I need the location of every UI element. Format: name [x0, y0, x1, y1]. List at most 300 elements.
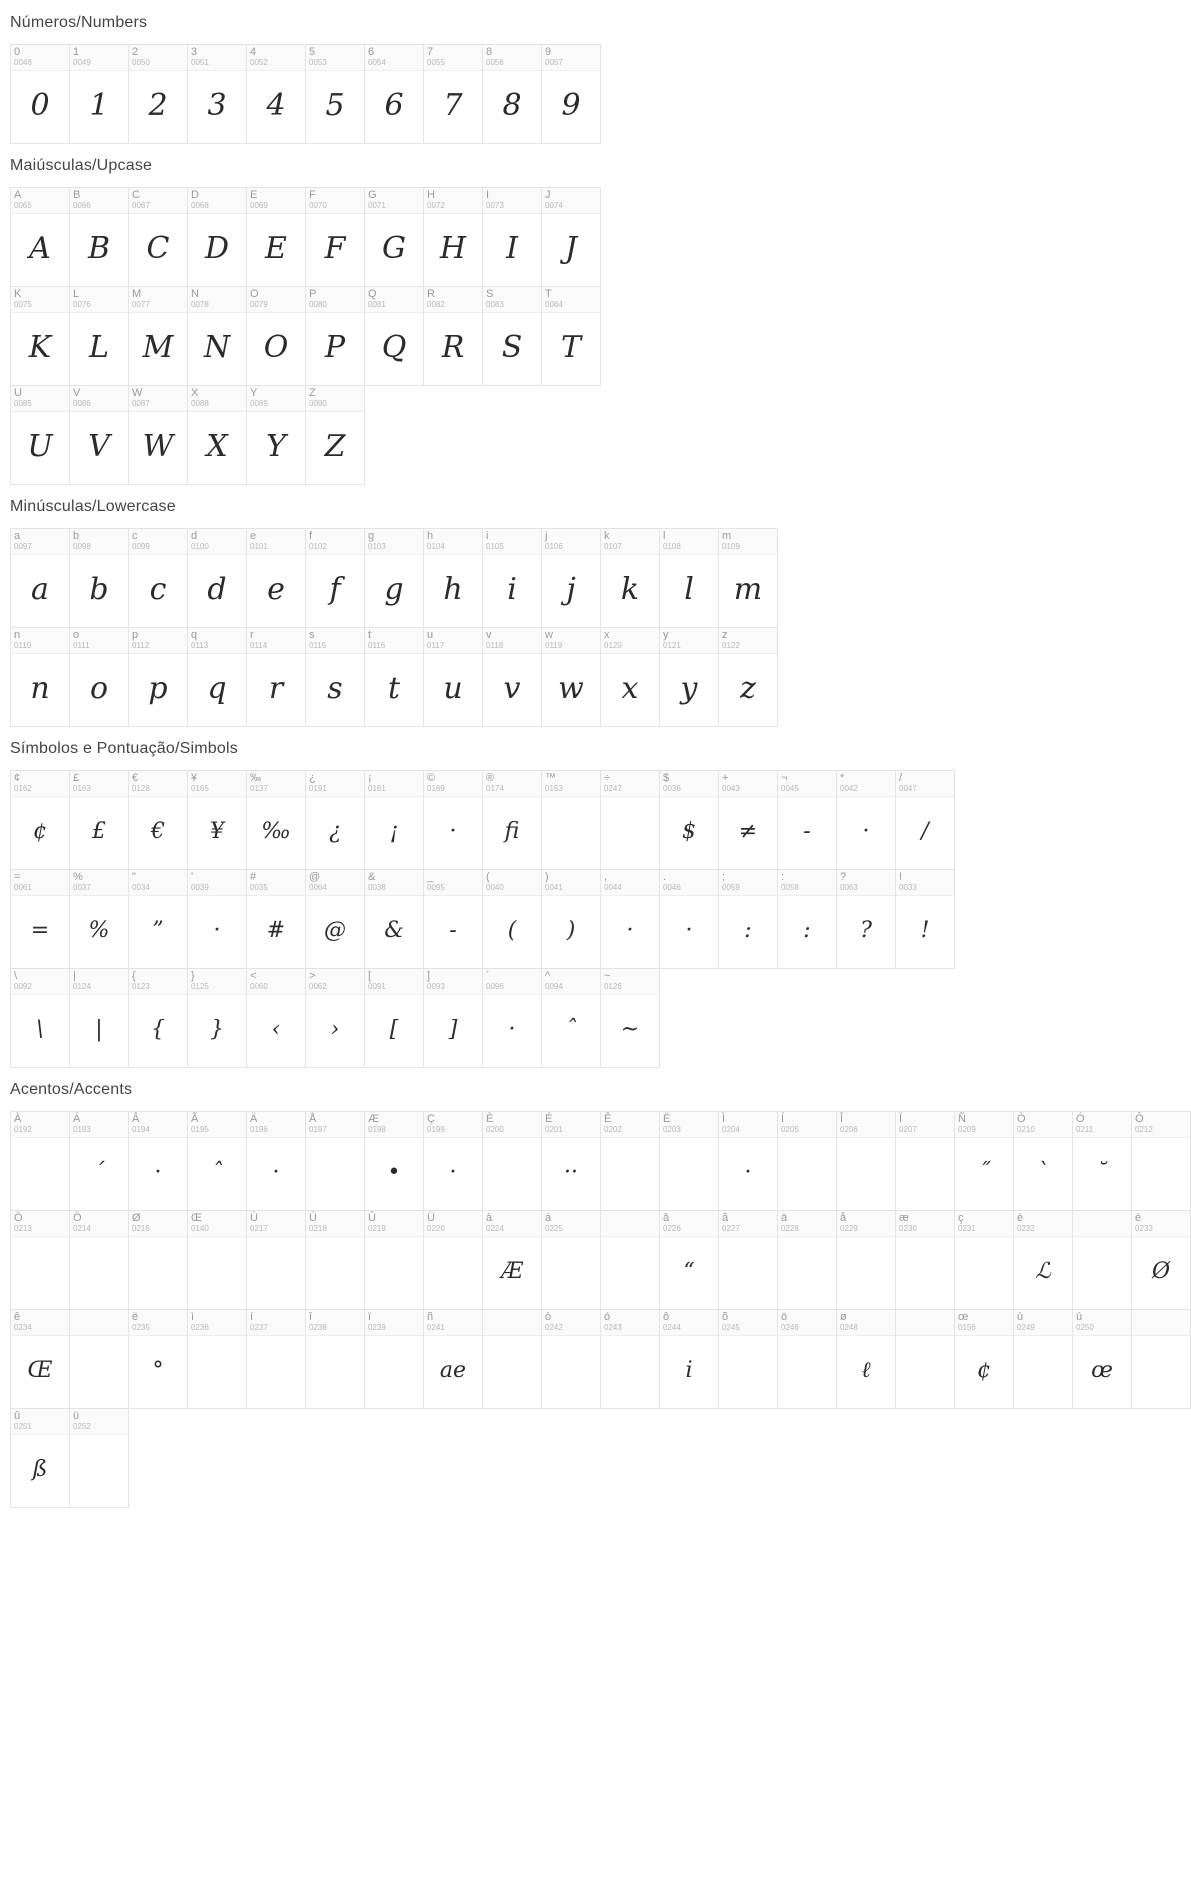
- glyph-cell[interactable]: [246, 627, 306, 727]
- glyph-cell[interactable]: [836, 770, 896, 870]
- glyph-cell[interactable]: [482, 1210, 542, 1310]
- glyph-cell[interactable]: [541, 770, 601, 870]
- glyph-preview: r: [268, 670, 284, 706]
- glyph-cell[interactable]: [482, 1111, 542, 1211]
- glyph-preview: ≠: [738, 818, 758, 844]
- glyph-code-label: 0197: [309, 1125, 327, 1134]
- glyph-preview: \: [36, 1016, 44, 1042]
- glyph-cell[interactable]: [423, 528, 483, 628]
- glyph-cell[interactable]: [600, 528, 660, 628]
- glyph-code-label: 0038: [368, 883, 386, 892]
- glyph-code-label: 0224: [486, 1224, 504, 1233]
- glyph-cell[interactable]: [423, 286, 483, 386]
- glyph-preview: [70, 1435, 128, 1508]
- glyph-meta: [542, 1310, 600, 1336]
- glyph-cell[interactable]: [659, 869, 719, 969]
- glyph-meta: [306, 771, 364, 797]
- glyph-preview: l: [684, 571, 694, 607]
- glyph-cell[interactable]: [10, 770, 70, 870]
- glyph-meta: [1132, 1310, 1190, 1336]
- glyph-cell[interactable]: [364, 770, 424, 870]
- glyph-cell[interactable]: [246, 385, 306, 485]
- glyph-cell[interactable]: [600, 627, 660, 727]
- glyph-cell[interactable]: [187, 869, 247, 969]
- glyph-cell[interactable]: [69, 968, 129, 1068]
- glyph-meta: [542, 287, 600, 313]
- glyph-cell[interactable]: [246, 528, 306, 628]
- glyph-meta: [70, 529, 128, 555]
- glyph-cell[interactable]: [423, 1111, 483, 1211]
- glyph-cell[interactable]: [187, 770, 247, 870]
- glyph-cell[interactable]: [128, 187, 188, 287]
- glyph-preview: n: [30, 670, 50, 706]
- glyph-cell[interactable]: [10, 187, 70, 287]
- glyph-cell[interactable]: [364, 1309, 424, 1409]
- glyph-char-label: P: [309, 288, 317, 300]
- glyph-row: [10, 1111, 1190, 1210]
- glyph-cell[interactable]: [10, 286, 70, 386]
- glyph-cell[interactable]: [541, 187, 601, 287]
- glyph-preview: -: [449, 917, 457, 943]
- glyph-char-label: Ñ: [958, 1113, 966, 1125]
- glyph-char-label: /: [899, 772, 903, 784]
- glyph-char-label: n: [14, 629, 21, 641]
- glyph-cell[interactable]: [69, 385, 129, 485]
- glyph-cell[interactable]: [364, 528, 424, 628]
- glyph-cell[interactable]: [69, 286, 129, 386]
- glyph-preview: p: [148, 670, 168, 706]
- glyph-cell[interactable]: [364, 187, 424, 287]
- glyph-cell[interactable]: [777, 1111, 837, 1211]
- glyph-cell[interactable]: [305, 528, 365, 628]
- glyph-cell[interactable]: [10, 528, 70, 628]
- glyph-preview: ·: [862, 818, 870, 844]
- glyph-preview: =: [30, 917, 50, 943]
- glyph-preview: :: [803, 917, 811, 943]
- glyph-cell[interactable]: [895, 1309, 955, 1409]
- glyph-char-label: €: [132, 772, 139, 784]
- glyph-cell[interactable]: [718, 770, 778, 870]
- glyph-preview: &: [384, 917, 404, 943]
- glyph-cell[interactable]: [364, 1111, 424, 1211]
- glyph-char-label: ó: [604, 1311, 611, 1323]
- glyph-cell[interactable]: [305, 1210, 365, 1310]
- glyph-cell[interactable]: [718, 1111, 778, 1211]
- glyph-cell[interactable]: [954, 1111, 1014, 1211]
- glyph-cell[interactable]: [659, 770, 719, 870]
- glyph-char-label: |: [73, 970, 76, 982]
- glyph-row: [10, 1408, 128, 1507]
- glyph-meta: [70, 870, 128, 896]
- glyph-cell[interactable]: [836, 1111, 896, 1211]
- glyph-code-label: 0049: [73, 58, 91, 67]
- glyph-cell[interactable]: [69, 770, 129, 870]
- glyph-cell[interactable]: [895, 1210, 955, 1310]
- glyph-meta: [837, 1310, 895, 1336]
- glyph-cell[interactable]: [895, 1111, 955, 1211]
- glyph-cell[interactable]: [69, 528, 129, 628]
- glyph-cell[interactable]: [187, 528, 247, 628]
- glyph-cell[interactable]: [482, 869, 542, 969]
- glyph-cell[interactable]: [600, 968, 660, 1068]
- glyph-meta: [11, 1310, 69, 1336]
- glyph-code-label: 0140: [191, 1224, 209, 1233]
- glyph-cell[interactable]: [10, 1210, 70, 1310]
- glyph-cell[interactable]: [1072, 1210, 1132, 1310]
- glyph-cell[interactable]: [541, 1210, 601, 1310]
- glyph-cell[interactable]: [1013, 1309, 1073, 1409]
- glyph-code-label: 0216: [132, 1224, 150, 1233]
- glyph-char-label: X: [191, 387, 199, 399]
- glyph-preview: [601, 1336, 659, 1409]
- glyph-cell[interactable]: [246, 1210, 306, 1310]
- glyph-cell[interactable]: [10, 968, 70, 1068]
- glyph-cell[interactable]: [541, 286, 601, 386]
- glyph-code-label: 0041: [545, 883, 563, 892]
- glyph-cell[interactable]: [423, 44, 483, 144]
- glyph-code-label: 0073: [486, 201, 504, 210]
- glyph-preview: P: [324, 329, 346, 365]
- glyph-cell[interactable]: [10, 869, 70, 969]
- glyph-cell[interactable]: [69, 869, 129, 969]
- glyph-char-label: Á: [73, 1113, 81, 1125]
- glyph-code-label: 0087: [132, 399, 150, 408]
- glyph-cell[interactable]: [69, 1408, 129, 1508]
- glyph-char-label: Ó: [1076, 1113, 1085, 1125]
- glyph-cell[interactable]: [187, 1309, 247, 1409]
- glyph-meta: [70, 1409, 128, 1435]
- glyph-cell[interactable]: [600, 1111, 660, 1211]
- glyph-preview: @: [324, 917, 346, 943]
- glyph-cell[interactable]: [423, 627, 483, 727]
- glyph-preview: [719, 1336, 777, 1409]
- glyph-char-label: 1: [73, 46, 80, 58]
- glyph-code-label: 0213: [14, 1224, 32, 1233]
- glyph-meta: [424, 771, 482, 797]
- glyph-cell[interactable]: [305, 1309, 365, 1409]
- glyph-cell[interactable]: [128, 385, 188, 485]
- glyph-cell[interactable]: [305, 385, 365, 485]
- glyph-cell[interactable]: [128, 44, 188, 144]
- glyph-cell[interactable]: [836, 1210, 896, 1310]
- glyph-cell[interactable]: [777, 1210, 837, 1310]
- glyph-cell[interactable]: [423, 869, 483, 969]
- glyph-code-label: 0227: [722, 1224, 740, 1233]
- glyph-code-label: 0069: [250, 201, 268, 210]
- glyph-meta: [424, 1112, 482, 1138]
- glyph-cell[interactable]: [364, 869, 424, 969]
- glyph-code-label: 0191: [309, 784, 327, 793]
- glyph-cell[interactable]: [246, 869, 306, 969]
- glyph-code-label: 0095: [427, 883, 445, 892]
- glyph-cell[interactable]: [128, 1309, 188, 1409]
- glyph-meta: [188, 529, 246, 555]
- glyph-cell[interactable]: [364, 968, 424, 1068]
- glyph-preview: [11, 1237, 69, 1310]
- glyph-cell[interactable]: [482, 528, 542, 628]
- glyph-cell[interactable]: [69, 187, 129, 287]
- glyph-preview: c: [149, 571, 167, 607]
- glyph-code-label: 0169: [427, 784, 445, 793]
- glyph-cell[interactable]: [482, 286, 542, 386]
- glyph-meta: [719, 628, 777, 654]
- glyph-char-label: #: [250, 871, 257, 883]
- glyph-cell[interactable]: [305, 869, 365, 969]
- glyph-meta: [542, 1211, 600, 1237]
- glyph-cell[interactable]: [10, 1408, 70, 1508]
- glyph-cell[interactable]: [541, 968, 601, 1068]
- glyph-meta: [247, 628, 305, 654]
- glyph-cell[interactable]: [246, 187, 306, 287]
- glyph-cell[interactable]: [305, 187, 365, 287]
- glyph-meta: [247, 1211, 305, 1237]
- glyph-cell[interactable]: [305, 968, 365, 1068]
- glyph-code-label: 0112: [132, 641, 150, 650]
- glyph-cell[interactable]: [659, 627, 719, 727]
- glyph-char-label: ø: [840, 1311, 847, 1323]
- glyph-preview: L: [89, 329, 109, 365]
- glyph-cell[interactable]: [305, 770, 365, 870]
- glyph-cell[interactable]: [482, 627, 542, 727]
- glyph-cell[interactable]: [1131, 1210, 1191, 1310]
- glyph-preview: ß: [32, 1456, 48, 1482]
- glyph-cell[interactable]: [305, 286, 365, 386]
- glyph-cell[interactable]: [541, 44, 601, 144]
- glyph-cell[interactable]: [1131, 1111, 1191, 1211]
- glyph-cell[interactable]: [305, 627, 365, 727]
- glyph-preview: [129, 1237, 187, 1310]
- glyph-char-label: Ö: [73, 1212, 82, 1224]
- glyph-cell[interactable]: [600, 1210, 660, 1310]
- glyph-cell[interactable]: [128, 627, 188, 727]
- glyph-cell[interactable]: [1072, 1309, 1132, 1409]
- glyph-char-label: ¥: [191, 772, 198, 784]
- glyph-cell[interactable]: [128, 528, 188, 628]
- glyph-cell[interactable]: [482, 770, 542, 870]
- glyph-cell[interactable]: [364, 627, 424, 727]
- glyph-cell[interactable]: [954, 1210, 1014, 1310]
- glyph-cell[interactable]: [69, 1210, 129, 1310]
- glyph-cell[interactable]: [777, 770, 837, 870]
- glyph-cell[interactable]: [423, 968, 483, 1068]
- glyph-meta: [542, 529, 600, 555]
- glyph-meta: [129, 386, 187, 412]
- glyph-char-label: 2: [132, 46, 139, 58]
- glyph-cell[interactable]: [423, 187, 483, 287]
- glyph-cell[interactable]: [1072, 1111, 1132, 1211]
- glyph-preview: 9: [561, 87, 581, 123]
- glyph-char-label: m: [722, 530, 732, 542]
- glyph-cell[interactable]: [128, 1210, 188, 1310]
- glyph-cell[interactable]: [10, 385, 70, 485]
- glyph-cell[interactable]: [718, 1210, 778, 1310]
- glyph-code-label: 0246: [781, 1323, 799, 1332]
- glyph-grid: [10, 44, 636, 143]
- glyph-cell[interactable]: [482, 187, 542, 287]
- glyph-cell[interactable]: [246, 1111, 306, 1211]
- glyph-cell[interactable]: [187, 1111, 247, 1211]
- glyph-preview: ~: [620, 1016, 640, 1042]
- glyph-cell[interactable]: [1131, 1309, 1191, 1409]
- glyph-cell[interactable]: [246, 770, 306, 870]
- glyph-cell[interactable]: [659, 1210, 719, 1310]
- glyph-preview: d: [207, 571, 227, 607]
- glyph-row: [10, 187, 600, 286]
- glyph-cell[interactable]: [423, 1309, 483, 1409]
- glyph-cell[interactable]: [246, 286, 306, 386]
- glyph-cell[interactable]: [69, 1309, 129, 1409]
- glyph-cell[interactable]: [777, 869, 837, 969]
- glyph-cell[interactable]: [482, 968, 542, 1068]
- glyph-code-label: 0124: [73, 982, 91, 991]
- glyph-preview: ?: [860, 917, 872, 943]
- glyph-cell[interactable]: [423, 1210, 483, 1310]
- glyph-code-label: 0074: [545, 201, 563, 210]
- glyph-meta: [306, 1310, 364, 1336]
- glyph-cell[interactable]: [541, 1309, 601, 1409]
- glyph-cell[interactable]: [895, 869, 955, 969]
- glyph-cell[interactable]: [187, 44, 247, 144]
- glyph-cell[interactable]: [187, 187, 247, 287]
- glyph-preview: 3: [207, 87, 227, 123]
- glyph-cell[interactable]: [305, 44, 365, 144]
- glyph-cell[interactable]: [482, 1309, 542, 1409]
- glyph-char-label: S: [486, 288, 494, 300]
- glyph-cell[interactable]: [246, 1309, 306, 1409]
- glyph-cell[interactable]: [187, 1210, 247, 1310]
- glyph-cell[interactable]: [1013, 1111, 1073, 1211]
- glyph-cell[interactable]: [246, 44, 306, 144]
- glyph-cell[interactable]: [364, 286, 424, 386]
- glyph-code-label: 0196: [250, 1125, 268, 1134]
- glyph-meta: [719, 1211, 777, 1237]
- glyph-cell[interactable]: [10, 1309, 70, 1409]
- glyph-meta: [365, 1310, 423, 1336]
- glyph-cell[interactable]: [718, 1309, 778, 1409]
- glyph-code-label: 0083: [486, 300, 504, 309]
- glyph-char-label: ú: [1076, 1311, 1083, 1323]
- glyph-cell[interactable]: [541, 528, 601, 628]
- glyph-char-label: A: [14, 189, 22, 201]
- glyph-cell[interactable]: [128, 770, 188, 870]
- glyph-cell[interactable]: [836, 869, 896, 969]
- glyph-code-label: 0251: [14, 1422, 32, 1431]
- glyph-cell[interactable]: [128, 1111, 188, 1211]
- glyph-meta: [70, 188, 128, 214]
- glyph-cell[interactable]: [10, 44, 70, 144]
- glyph-cell[interactable]: [69, 627, 129, 727]
- glyph-row: [10, 869, 954, 968]
- glyph-preview: w: [558, 670, 584, 706]
- glyph-meta: [70, 1112, 128, 1138]
- glyph-meta: [483, 287, 541, 313]
- glyph-char-label: ': [191, 871, 194, 883]
- glyph-code-label: 0091: [368, 982, 386, 991]
- glyph-meta: [70, 45, 128, 71]
- glyph-cell[interactable]: [541, 627, 601, 727]
- glyph-cell[interactable]: [187, 385, 247, 485]
- glyph-meta: [955, 1112, 1013, 1138]
- glyph-cell[interactable]: [187, 286, 247, 386]
- glyph-meta: [70, 287, 128, 313]
- glyph-preview: ·: [154, 1159, 162, 1185]
- glyph-cell[interactable]: [364, 1210, 424, 1310]
- glyph-preview: k: [620, 571, 640, 607]
- glyph-char-label: g: [368, 530, 375, 542]
- glyph-cell[interactable]: [423, 770, 483, 870]
- glyph-cell[interactable]: [659, 1111, 719, 1211]
- glyph-preview: H: [439, 230, 467, 266]
- glyph-meta: [247, 969, 305, 995]
- glyph-cell[interactable]: [777, 1309, 837, 1409]
- glyph-row: [10, 44, 600, 143]
- glyph-cell[interactable]: [836, 1309, 896, 1409]
- glyph-preview: B: [87, 230, 111, 266]
- glyph-cell[interactable]: [10, 627, 70, 727]
- glyph-cell[interactable]: [659, 528, 719, 628]
- glyph-code-label: 0084: [545, 300, 563, 309]
- glyph-cell[interactable]: [541, 1111, 601, 1211]
- glyph-preview: [1132, 1138, 1190, 1211]
- glyph-meta: [483, 45, 541, 71]
- glyph-cell[interactable]: [718, 627, 778, 727]
- glyph-cell[interactable]: [305, 1111, 365, 1211]
- glyph-cell[interactable]: [69, 1111, 129, 1211]
- glyph-cell[interactable]: [10, 1111, 70, 1211]
- glyph-cell[interactable]: [364, 44, 424, 144]
- glyph-code-label: 0247: [604, 784, 622, 793]
- glyph-cell[interactable]: [659, 1309, 719, 1409]
- glyph-char-label: â: [663, 1212, 670, 1224]
- glyph-code-label: 0110: [14, 641, 32, 650]
- glyph-cell[interactable]: [895, 770, 955, 870]
- glyph-cell[interactable]: [600, 869, 660, 969]
- glyph-char-label: t: [368, 629, 372, 641]
- glyph-cell[interactable]: [954, 1309, 1014, 1409]
- glyph-preview: °: [152, 1357, 164, 1383]
- glyph-cell[interactable]: [187, 968, 247, 1068]
- glyph-preview: Q: [381, 329, 407, 365]
- glyph-preview: [: [389, 1016, 399, 1042]
- glyph-meta: [1073, 1310, 1131, 1336]
- glyph-preview: $: [682, 818, 696, 844]
- glyph-cell[interactable]: [600, 1309, 660, 1409]
- glyph-meta: [1014, 1112, 1072, 1138]
- glyph-cell[interactable]: [187, 627, 247, 727]
- glyph-meta: [188, 771, 246, 797]
- glyph-char-label: N: [191, 288, 199, 300]
- glyph-cell[interactable]: [718, 528, 778, 628]
- glyph-cell[interactable]: [541, 869, 601, 969]
- glyph-code-label: 0162: [14, 784, 32, 793]
- glyph-specimen-page: [0, 14, 1171, 1541]
- glyph-char-label: Q: [368, 288, 377, 300]
- glyph-cell[interactable]: [128, 968, 188, 1068]
- glyph-cell[interactable]: [482, 44, 542, 144]
- glyph-char-label: O: [250, 288, 259, 300]
- section-title: Minúsculas/Lowercase: [10, 498, 176, 515]
- glyph-cell[interactable]: [69, 44, 129, 144]
- glyph-cell[interactable]: [600, 770, 660, 870]
- glyph-cell[interactable]: [246, 968, 306, 1068]
- glyph-cell[interactable]: [128, 286, 188, 386]
- glyph-code-label: 0125: [191, 982, 209, 991]
- glyph-cell[interactable]: [718, 869, 778, 969]
- glyph-code-label: 0056: [486, 58, 504, 67]
- glyph-cell[interactable]: [1013, 1210, 1073, 1310]
- glyph-cell[interactable]: [128, 869, 188, 969]
- glyph-preview: [719, 1237, 777, 1310]
